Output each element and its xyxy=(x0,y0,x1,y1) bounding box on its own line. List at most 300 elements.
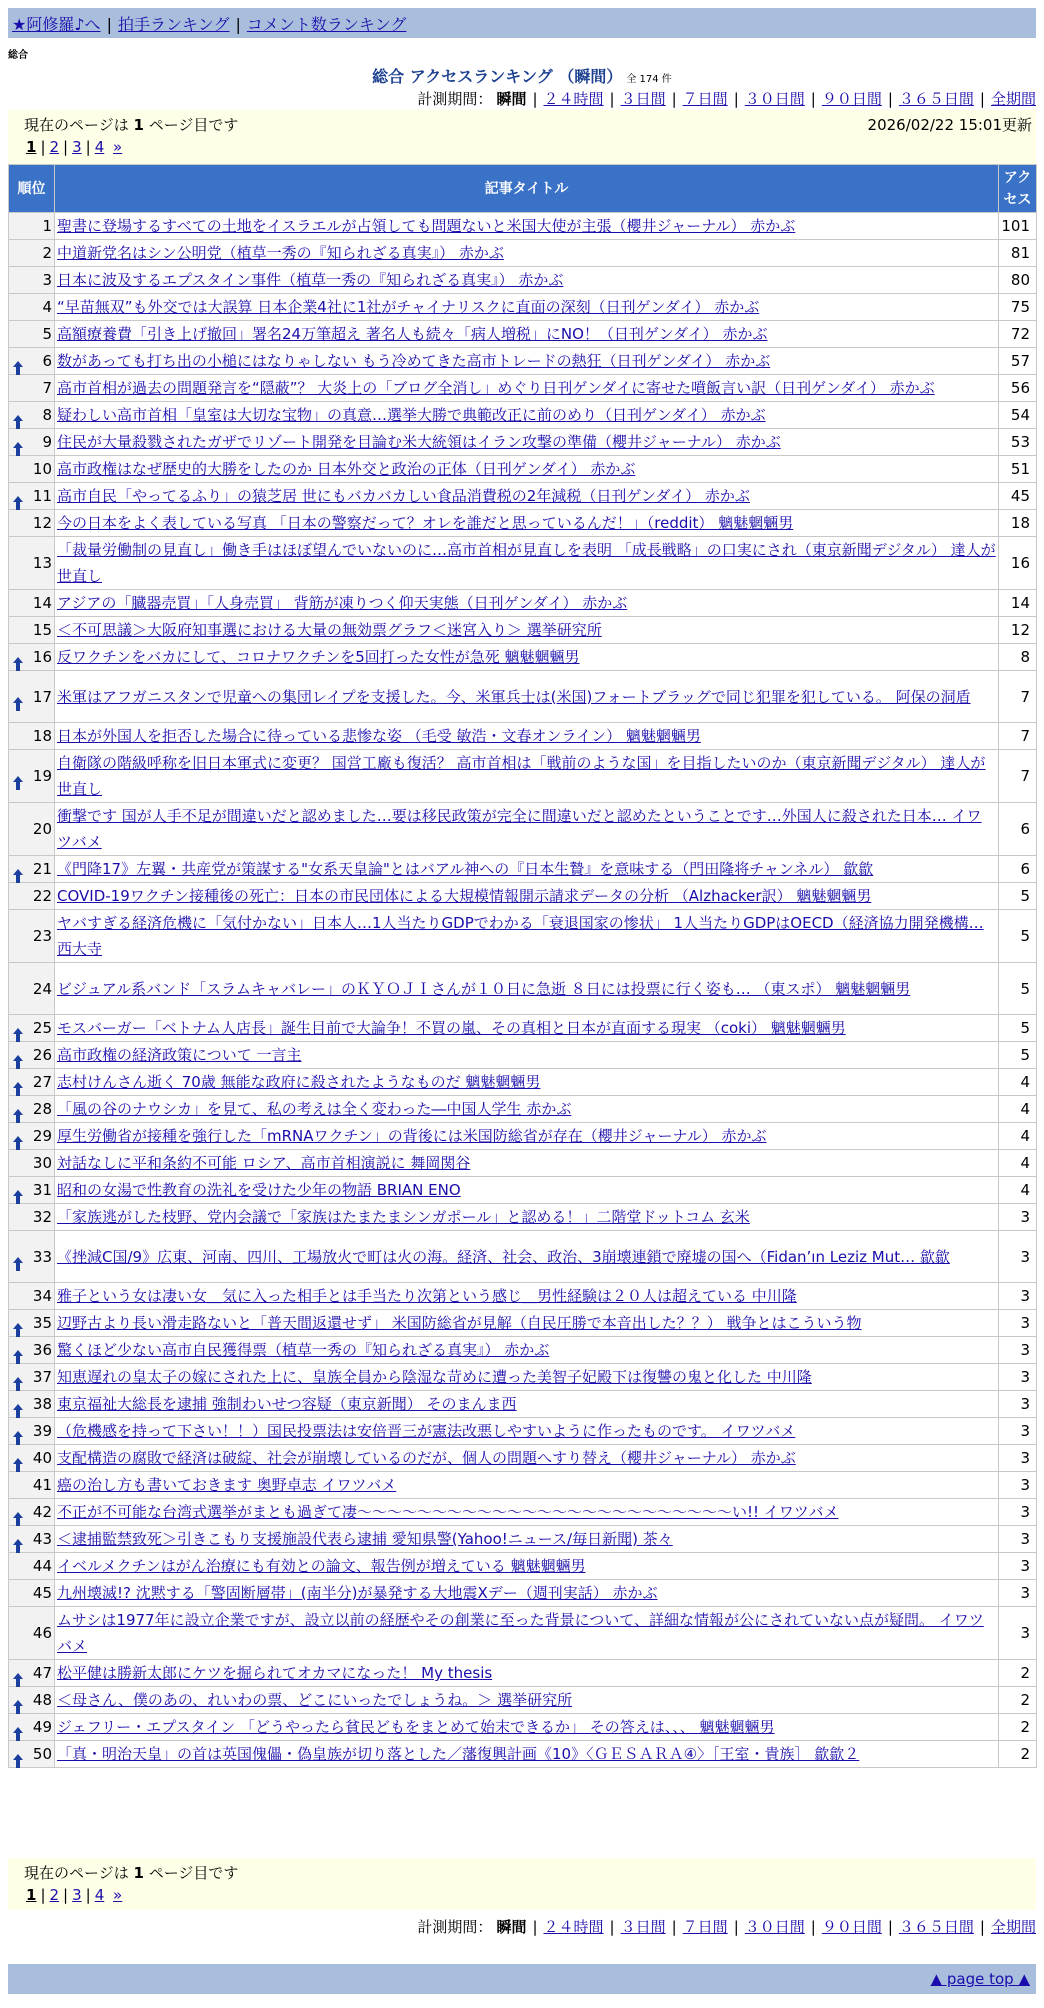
page-title xyxy=(0,64,1044,87)
ranking-row xyxy=(9,1660,1037,1687)
access-count: 3 xyxy=(999,1310,1037,1337)
rank-cell xyxy=(9,1096,55,1123)
title-cell xyxy=(55,1445,999,1472)
ranking-row xyxy=(9,1231,1037,1283)
article-title-link[interactable]: 東京福祉大総長を逮捕 強制わいせつ容疑（東京新聞） そのまんま西 xyxy=(57,1395,517,1413)
access-count: 14 xyxy=(999,590,1037,617)
ranking-row xyxy=(9,267,1037,294)
rank-number: 42 xyxy=(32,1503,52,1521)
rank-number: 30 xyxy=(32,1154,52,1172)
rank-number: 10 xyxy=(32,460,52,478)
title-cell xyxy=(55,963,999,1015)
article-title-link[interactable]: 高市政権はなぜ歴史的大勝をしたのか 日本外交と政治の正体（日刊ゲンダイ） 赤かぶ xyxy=(57,460,636,478)
title-cell xyxy=(55,1499,999,1526)
ranking-row xyxy=(9,1204,1037,1231)
ranking-row xyxy=(9,510,1037,537)
article-title-link[interactable]: “早苗無双”も外交では大誤算 日本企業4社に1社がチャイナリスクに直面の深刻（日刊ゲンダイ） 赤かぶ xyxy=(57,298,760,316)
article-title-link[interactable]: 癌の治し方も書いておきます 奥野卓志 イワツバメ xyxy=(57,1476,397,1494)
title-cell xyxy=(55,402,999,429)
rank-cell xyxy=(9,1445,55,1472)
period-selector-top xyxy=(417,88,1036,109)
article-title-link[interactable]: アジアの「臓器売買」「人身売買」 背筋が凍りつく仰天実態（日刊ゲンダイ） 赤かぶ xyxy=(57,594,628,612)
rank-number: 11 xyxy=(32,487,52,505)
rank-cell xyxy=(9,1687,55,1714)
title-cell xyxy=(55,321,999,348)
rank-cell xyxy=(9,723,55,750)
article-title-link[interactable]: 知恵遅れの皇太子の嫁にされた上に、皇族全員から陰湿な苛めに遭った美智子妃殿下は復讐の鬼と化した 中川隆 xyxy=(57,1368,812,1386)
title-cell xyxy=(55,294,999,321)
title-cell xyxy=(55,883,999,910)
bottom-bar xyxy=(8,1964,1036,1994)
article-title-link[interactable]: イベルメクチンはがん治療にも有効との論文、報告例が増えている 魑魅魍魎男 xyxy=(57,1557,586,1575)
pager-bottom xyxy=(24,1886,124,1904)
rank-cell xyxy=(9,1580,55,1607)
article-title-link[interactable]: 衝撃です 国が人手不足が間違いだと認めました…要は移民政策が完全に間違いだと認めたということです…外国人に殺された日本… イワツバメ xyxy=(57,807,982,851)
article-title-link[interactable]: 九州壊滅!? 沈黙する「警固断層帯」(南半分)が暴発する大地震Xデー（週刊実話） 赤かぶ xyxy=(57,1584,658,1602)
title-cell xyxy=(55,1553,999,1580)
pager-top xyxy=(24,138,124,156)
access-count: 2 xyxy=(999,1741,1037,1768)
ranking-row xyxy=(9,1364,1037,1391)
title-cell xyxy=(55,429,999,456)
title-cell xyxy=(55,1123,999,1150)
period-link-1[interactable]: ３日間 xyxy=(620,90,666,108)
article-title-link[interactable]: 辺野古より長い滑走路ないと「普天間返還せず」 米国防総省が見解（自民圧勝で本音出した？？） 戦争とはこういう物 xyxy=(57,1314,862,1332)
rank-number: 22 xyxy=(32,887,52,905)
ranking-row xyxy=(9,375,1037,402)
title-cell xyxy=(55,240,999,267)
pager-link-page-4[interactable]: 4 xyxy=(94,138,105,156)
ranking-row xyxy=(9,402,1037,429)
col-header-title: 記事タイトル xyxy=(55,165,999,213)
page-top-link[interactable]: ▲ page top ▲ xyxy=(930,1970,1030,1988)
rank-number: 14 xyxy=(32,594,52,612)
rank-number: 16 xyxy=(32,648,52,666)
ranking-row xyxy=(9,617,1037,644)
period-separator: | xyxy=(810,90,816,108)
ranking-row xyxy=(9,1553,1037,1580)
access-count: 3 xyxy=(999,1499,1037,1526)
rank-number: 3 xyxy=(42,271,52,289)
paging-box-top xyxy=(8,110,1036,164)
article-title-link[interactable]: COVID-19ワクチン接種後の死亡：日本の市民団体による大規模情報開示請求データの分析 （Alzhacker訳） 魑魅魍魎男 xyxy=(57,887,872,905)
ranking-row xyxy=(9,1096,1037,1123)
title-cell xyxy=(55,1096,999,1123)
article-title-link[interactable]: 住民が大量殺戮されたガザでリゾート開発を目論む米大統領はイラン攻撃の準備（櫻井ジャーナル） 赤かぶ xyxy=(57,433,781,451)
access-ranking-table xyxy=(8,164,1037,1768)
ranking-row xyxy=(9,1310,1037,1337)
access-count: 4 xyxy=(999,1069,1037,1096)
col-header-access: アクセス xyxy=(999,165,1037,213)
title-cell xyxy=(55,375,999,402)
article-title-link[interactable]: 松平健は勝新太郎にケツを掘られてオカマになった！ My thesis xyxy=(57,1664,493,1682)
rank-cell xyxy=(9,617,55,644)
title-cell xyxy=(55,1283,999,1310)
pager-link-page-4[interactable]: 4 xyxy=(94,1886,105,1904)
rank-cell xyxy=(9,910,55,963)
ranking-row xyxy=(9,1445,1037,1472)
article-title-link[interactable]: 高市自民「やってるふり」の猿芝居 世にもバカバカしい食品消費税の2年減税（日刊ゲンダイ） 赤かぶ xyxy=(57,487,750,505)
period-link-2[interactable]: ７日間 xyxy=(682,1918,728,1936)
rank-number: 21 xyxy=(32,860,52,878)
title-cell xyxy=(55,1687,999,1714)
ranking-row xyxy=(9,856,1037,883)
article-title-link[interactable]: 疑わしい高市首相「皇室は大切な宝物」の真意…選挙大勝で典範改正に前のめり（日刊ゲンダイ） 赤かぶ xyxy=(57,406,766,424)
ranking-row xyxy=(9,1741,1037,1768)
access-count: 101 xyxy=(999,213,1037,240)
period-link-0[interactable]: ２４時間 xyxy=(543,90,604,108)
rank-cell xyxy=(9,590,55,617)
period-link-2[interactable]: ７日間 xyxy=(682,90,728,108)
access-count: 80 xyxy=(999,267,1037,294)
access-count: 4 xyxy=(999,1123,1037,1150)
ranking-row xyxy=(9,456,1037,483)
rank-cell xyxy=(9,1283,55,1310)
rank-number: 12 xyxy=(32,514,52,532)
article-title-link[interactable]: 《門降17》左翼・共産党が策謀する"女系天皇論"とはバアル神への『日本生贄』を意味する（門田隆将チャンネル） 歙歙 xyxy=(57,860,874,878)
rank-number: 13 xyxy=(32,554,52,572)
ranking-row xyxy=(9,429,1037,456)
ranking-row xyxy=(9,537,1037,590)
period-separator: | xyxy=(532,90,538,108)
title-cell xyxy=(55,1607,999,1660)
ranking-row xyxy=(9,213,1037,240)
article-title-link[interactable]: 反ワクチンをバカにして、コロナワクチンを5回打った女性が急死 魑魅魍魎男 xyxy=(57,648,580,666)
rank-number: 48 xyxy=(32,1691,52,1709)
title-cell xyxy=(55,1472,999,1499)
page-info-suffix: ページ目です xyxy=(148,1864,239,1882)
rank-cell xyxy=(9,1741,55,1768)
rank-cell xyxy=(9,321,55,348)
rank-cell xyxy=(9,963,55,1015)
item-count: 全 174 件 xyxy=(626,74,672,85)
rank-cell xyxy=(9,1337,55,1364)
access-count: 56 xyxy=(999,375,1037,402)
rank-number: 36 xyxy=(32,1341,52,1359)
pager-link-page-3[interactable]: 3 xyxy=(72,1886,82,1904)
rank-number: 37 xyxy=(32,1368,52,1386)
article-title-link[interactable]: ビジュアル系バンド「スラムキャバレー」のＫＹＯＪＩさんが１０日に急逝 ８日には投票に行く姿も… （東スポ） 魑魅魍魎男 xyxy=(57,979,911,998)
rank-number: 46 xyxy=(32,1624,52,1642)
top-nav-bar xyxy=(8,8,1036,38)
access-count: 3 xyxy=(999,1391,1037,1418)
article-title-link[interactable]: 今の日本をよく表している写真 「日本の警察だって？オレを誰だと思っているんだ！」（reddit） 魑魅魍魎男 xyxy=(57,514,794,532)
access-count: 5 xyxy=(999,883,1037,910)
access-count: 3 xyxy=(999,1445,1037,1472)
access-count: 3 xyxy=(999,1553,1037,1580)
rank-number: 24 xyxy=(32,979,52,998)
pager-next-link[interactable]: » xyxy=(113,1886,123,1904)
rank-number: 40 xyxy=(32,1449,52,1467)
rank-cell xyxy=(9,213,55,240)
period-link-3[interactable]: ３０日間 xyxy=(744,90,805,108)
rank-cell xyxy=(9,1364,55,1391)
title-cell xyxy=(55,510,999,537)
pager-current-page: 1 xyxy=(26,138,37,156)
pager-separator: | xyxy=(63,1886,69,1904)
period-current: 瞬間 xyxy=(496,90,527,108)
title-cell xyxy=(55,1418,999,1445)
rank-cell xyxy=(9,483,55,510)
nav-link-asyura-home[interactable]: ★阿修羅♪へ xyxy=(12,15,101,34)
article-title-link[interactable]: ＜逮捕監禁致死＞引きこもり支援施設代表ら逮捕 愛知県警(Yahoo!ニュース/毎日新聞) 茶々 xyxy=(57,1530,673,1548)
ranking-row xyxy=(9,1418,1037,1445)
article-title-link[interactable]: 不正が不可能な台湾式選挙がまとも過ぎて凄〜〜〜〜〜〜〜〜〜〜〜〜〜〜〜〜〜〜〜〜〜〜〜〜〜い!! イワツバメ xyxy=(57,1503,839,1521)
rank-cell xyxy=(9,375,55,402)
col-header-rank: 順位 xyxy=(9,165,55,213)
rank-number: 17 xyxy=(32,687,52,706)
rank-number: 1 xyxy=(42,217,52,235)
page-title-text: 総合 アクセスランキング （瞬間） xyxy=(372,67,623,86)
rank-cell xyxy=(9,429,55,456)
title-cell xyxy=(55,1177,999,1204)
rank-cell xyxy=(9,1418,55,1445)
rank-number: 4 xyxy=(42,298,52,316)
period-selector-bottom xyxy=(417,1916,1036,1937)
article-title-link[interactable]: モスバーガー「ベトナム人店長」誕生目前で大論争！不買の嵐、その真相と日本が直面する現実 （coki） 魑魅魍魎男 xyxy=(57,1019,846,1037)
rank-number: 9 xyxy=(42,433,52,451)
ranking-row xyxy=(9,644,1037,671)
ranking-row xyxy=(9,750,1037,803)
title-cell xyxy=(55,213,999,240)
article-title-link[interactable]: 「風の谷のナウシカ」を見て、私の考えは全く変わった―中国人学生 赤かぶ xyxy=(57,1100,572,1118)
rank-cell xyxy=(9,510,55,537)
pager-separator: | xyxy=(40,138,46,156)
title-cell xyxy=(55,1042,999,1069)
rank-number: 29 xyxy=(32,1127,52,1145)
pager-link-page-2[interactable]: 2 xyxy=(49,138,60,156)
rank-number: 44 xyxy=(32,1557,52,1575)
access-count: 3 xyxy=(999,1472,1037,1499)
rank-number: 33 xyxy=(32,1247,52,1266)
article-title-link[interactable]: ジェフリー・エプスタイン 「どうやったら貧民どもをまとめて始末できるか」 その答えは、、、 魑魅魍魎男 xyxy=(57,1718,775,1736)
article-title-link[interactable]: 高額療養費「引き上げ撤回」署名24万筆超え 著名人も続々「病人増税」にNO！（日刊ゲンダイ） 赤かぶ xyxy=(57,325,768,343)
article-title-link[interactable]: 厚生労働省が接種を強行した「mRNAワクチン」の背後には米国防総省が存在（櫻井ジャーナル） 赤かぶ xyxy=(57,1127,767,1145)
period-link-3[interactable]: ３０日間 xyxy=(744,1918,805,1936)
ranking-row xyxy=(9,1391,1037,1418)
title-cell xyxy=(55,537,999,590)
rank-number: 50 xyxy=(32,1745,52,1763)
page-info-number: 1 xyxy=(133,116,144,134)
nav-link-applause-ranking[interactable]: 拍手ランキング xyxy=(117,15,230,34)
ranking-row xyxy=(9,348,1037,375)
access-count: 7 xyxy=(999,723,1037,750)
access-count: 5 xyxy=(999,910,1037,963)
article-title-link[interactable]: 聖書に登場するすべての土地をイスラエルが占領しても問題ないと米国大使が主張（櫻井ジャーナル） 赤かぶ xyxy=(57,217,796,235)
article-title-link[interactable]: 「家族逃がした枝野、党内会議で「家族はたまたまシンガポール」と認める！」二階堂ドットコム 玄米 xyxy=(57,1208,750,1226)
title-cell xyxy=(55,1337,999,1364)
ranking-row xyxy=(9,1123,1037,1150)
ranking-row xyxy=(9,321,1037,348)
rank-number: 38 xyxy=(32,1395,52,1413)
nav-link-comment-ranking[interactable]: コメント数ランキング xyxy=(246,15,407,34)
rank-number: 34 xyxy=(32,1287,52,1305)
pager-next-link[interactable]: » xyxy=(113,138,123,156)
access-count: 3 xyxy=(999,1231,1037,1283)
rank-cell xyxy=(9,1204,55,1231)
access-count: 75 xyxy=(999,294,1037,321)
pager-separator: | xyxy=(63,138,69,156)
rank-cell xyxy=(9,267,55,294)
rank-cell xyxy=(9,1042,55,1069)
period-link-4[interactable]: ９０日間 xyxy=(821,90,882,108)
title-cell xyxy=(55,803,999,856)
title-cell xyxy=(55,671,999,723)
rank-cell xyxy=(9,750,55,803)
access-count: 54 xyxy=(999,402,1037,429)
rank-number: 43 xyxy=(32,1530,52,1548)
title-cell xyxy=(55,910,999,963)
title-cell xyxy=(55,1526,999,1553)
rank-number: 23 xyxy=(32,927,52,945)
pager-link-page-3[interactable]: 3 xyxy=(72,138,82,156)
rank-cell xyxy=(9,671,55,723)
access-count: 4 xyxy=(999,1150,1037,1177)
rank-cell xyxy=(9,1553,55,1580)
page-info-prefix: 現在のページは xyxy=(24,1864,129,1882)
access-count: 7 xyxy=(999,750,1037,803)
rank-cell xyxy=(9,1231,55,1283)
access-count: 5 xyxy=(999,1042,1037,1069)
rank-number: 41 xyxy=(32,1476,52,1494)
article-title-link[interactable]: 《挫減C国/9》広東、河南、四川、工場放火で町は火の海。経済、社会、政治、3崩壊連鎖で廃墟の国へ（Fidan’ın Leziz Mut… 歙歙 xyxy=(57,1247,950,1266)
title-cell xyxy=(55,483,999,510)
rank-number: 15 xyxy=(32,621,52,639)
access-count: 3 xyxy=(999,1204,1037,1231)
article-title-link[interactable]: ＜母さん、僕のあの、れいわの票、どこにいったでしょうね。＞ 選挙研究所 xyxy=(57,1691,573,1709)
nav-separator: | xyxy=(235,15,241,34)
rank-cell xyxy=(9,240,55,267)
ranking-row xyxy=(9,590,1037,617)
article-title-link[interactable]: 数があっても打ち出の小槌にはなりゃしない もう冷めてきた高市トレードの熱狂（日刊ゲンダイ） 赤かぶ xyxy=(57,352,771,370)
rank-cell xyxy=(9,1391,55,1418)
pager-link-page-2[interactable]: 2 xyxy=(49,1886,60,1904)
rank-number: 8 xyxy=(42,406,52,424)
ranking-row xyxy=(9,803,1037,856)
article-title-link[interactable]: 志村けんさん逝く 70歳 無能な政府に殺されたようなものだ 魑魅魍魎男 xyxy=(57,1073,541,1091)
period-link-1[interactable]: ３日間 xyxy=(620,1918,666,1936)
title-cell xyxy=(55,590,999,617)
article-title-link[interactable]: 日本が外国人を拒否した場合に待っている悲惨な姿 （毛受 敏浩・文春オンライン） 魑魅魍魎男 xyxy=(57,727,701,745)
title-cell xyxy=(55,1391,999,1418)
pager-separator: | xyxy=(40,1886,46,1904)
pager-separator: | xyxy=(85,1886,91,1904)
article-title-link[interactable]: 驚くほど少ない高市自民獲得票（植草一秀の『知られざる真実』） 赤かぶ xyxy=(57,1341,550,1359)
ranking-row xyxy=(9,1472,1037,1499)
access-count: 3 xyxy=(999,1580,1037,1607)
rank-cell xyxy=(9,1123,55,1150)
ranking-row xyxy=(9,1069,1037,1096)
article-title-link[interactable]: 高市首相が過去の問題発言を“隠蔽”？ 大炎上の「ブログ全消し」めぐり日刊ゲンダイに寄せた噴飯言い訳（日刊ゲンダイ） 赤かぶ xyxy=(57,379,935,397)
title-cell xyxy=(55,1741,999,1768)
article-title-link[interactable]: 支配構造の腐敗で経済は破綻、社会が崩壊しているのだが、個人の問題へすり替え（櫻井ジャーナル） 赤かぶ xyxy=(57,1449,796,1467)
pager-separator: | xyxy=(85,138,91,156)
rank-cell xyxy=(9,1607,55,1660)
period-separator: | xyxy=(671,90,677,108)
article-title-link[interactable]: ムサシは1977年に設立企業ですが、設立以前の経歴やその創業に至った背景について、詳細な情報が公にされていない点が疑問。 イワツバメ xyxy=(57,1611,984,1655)
title-cell xyxy=(55,1231,999,1283)
article-title-link[interactable]: 雅子という女は凄い女＿気に入った相手とは手当たり次第という感じ＿男性経験は２０人は超えている 中川隆 xyxy=(57,1287,797,1305)
rank-number: 39 xyxy=(32,1422,52,1440)
article-title-link[interactable]: 「真・明治天皇」の首は英国傀儡・偽皇族が切り落とした／藩復興計画《10》〈ＧＥＳＡＲＡ④〉［王室・貴族］ 歙歙２ xyxy=(57,1745,860,1763)
title-cell xyxy=(55,750,999,803)
access-count: 4 xyxy=(999,1096,1037,1123)
access-count: 16 xyxy=(999,537,1037,590)
period-link-4[interactable]: ９０日間 xyxy=(821,1918,882,1936)
period-link-0[interactable]: ２４時間 xyxy=(543,1918,604,1936)
rank-number: 26 xyxy=(32,1046,52,1064)
rank-cell xyxy=(9,1069,55,1096)
updated-timestamp: 2026/02/22 15:01更新 xyxy=(867,116,1032,134)
access-count: 12 xyxy=(999,617,1037,644)
title-cell xyxy=(55,644,999,671)
access-count: 45 xyxy=(999,483,1037,510)
ranking-row xyxy=(9,294,1037,321)
article-title-link[interactable]: 米軍はアフガニスタンで児童への集団レイプを支援した。今、米軍兵士は(米国)フォートブラッグで同じ犯罪を犯している。 阿保の洞盾 xyxy=(57,687,971,706)
title-cell xyxy=(55,1310,999,1337)
ranking-row xyxy=(9,240,1037,267)
rank-cell xyxy=(9,644,55,671)
period-link-6[interactable]: 全期間 xyxy=(990,90,1036,108)
period-separator: | xyxy=(609,1918,615,1936)
access-count: 57 xyxy=(999,348,1037,375)
title-cell xyxy=(55,856,999,883)
ranking-row xyxy=(9,1607,1037,1660)
rank-cell xyxy=(9,856,55,883)
rank-cell xyxy=(9,294,55,321)
article-title-link[interactable]: （危機感を持って下さい！！）国民投票法は安倍晋三が憲法改悪しやすいように作ったものです。 イワツバメ xyxy=(57,1422,796,1440)
article-title-link[interactable]: ＜不可思議＞大阪府知事選における大量の無効票グラフ＜迷宮入り＞ 選挙研究所 xyxy=(57,621,602,639)
ranking-row xyxy=(9,1042,1037,1069)
article-title-link[interactable]: 「裁量労働制の見直し」働き手はほぼ望んでいないのに…高市首相が見直しを表明 「成長戦略」の口実にされ（東京新聞デジタル） 達人が世直し xyxy=(57,541,996,585)
paging-box-bottom xyxy=(8,1858,1036,1910)
nav-separator: | xyxy=(106,15,112,34)
ranking-row xyxy=(9,1526,1037,1553)
article-title-link[interactable]: ヤバすぎる経済危機に「気付かない」日本人…1人当たりGDPでわかる「衰退国家の惨状」 1人当たりGDPはOECD（経済協力開発機構… 西大寺 xyxy=(57,914,984,958)
title-cell xyxy=(55,1069,999,1096)
title-cell xyxy=(55,1714,999,1741)
rank-number: 5 xyxy=(42,325,52,343)
article-title-link[interactable]: 中道新党名はシン公明党（植草一秀の『知られざる真実』） 赤かぶ xyxy=(57,244,504,262)
rank-cell xyxy=(9,1499,55,1526)
article-title-link[interactable]: 自衛隊の階級呼称を旧日本軍式に変更？ 国営工廠も復活？ 高市首相は「戦前のような国」を目指したいのか（東京新聞デジタル） 達人が世直し xyxy=(57,754,986,798)
access-count: 2 xyxy=(999,1687,1037,1714)
ranking-row xyxy=(9,1337,1037,1364)
rank-number: 18 xyxy=(32,727,52,745)
period-label: 計測期間： xyxy=(417,1918,493,1936)
rank-cell xyxy=(9,1015,55,1042)
rank-cell xyxy=(9,1714,55,1741)
article-title-link[interactable]: 高市政権の経済政策について 一言主 xyxy=(57,1046,302,1064)
access-count: 3 xyxy=(999,1607,1037,1660)
access-count: 4 xyxy=(999,1177,1037,1204)
pager-current-page: 1 xyxy=(26,1886,37,1904)
period-link-6[interactable]: 全期間 xyxy=(990,1918,1036,1936)
period-separator: | xyxy=(609,90,615,108)
period-separator: | xyxy=(887,1918,893,1936)
period-link-5[interactable]: ３６５日間 xyxy=(898,90,974,108)
rank-number: 49 xyxy=(32,1718,52,1736)
ranking-row xyxy=(9,1580,1037,1607)
article-title-link[interactable]: 昭和の女湯で性教育の洗礼を受けた少年の物語 BRIAN ENO xyxy=(57,1181,461,1199)
article-title-link[interactable]: 対話なしに平和条約不可能 ロシア、高市首相演説に 舞岡関谷 xyxy=(57,1154,471,1172)
access-count: 7 xyxy=(999,671,1037,723)
rank-cell xyxy=(9,1310,55,1337)
title-cell xyxy=(55,267,999,294)
article-title-link[interactable]: 日本に波及するエプスタイン事件（植草一秀の『知られざる真実』） 赤かぶ xyxy=(57,271,564,289)
current-page-info xyxy=(24,114,238,135)
period-link-5[interactable]: ３６５日間 xyxy=(898,1918,974,1936)
